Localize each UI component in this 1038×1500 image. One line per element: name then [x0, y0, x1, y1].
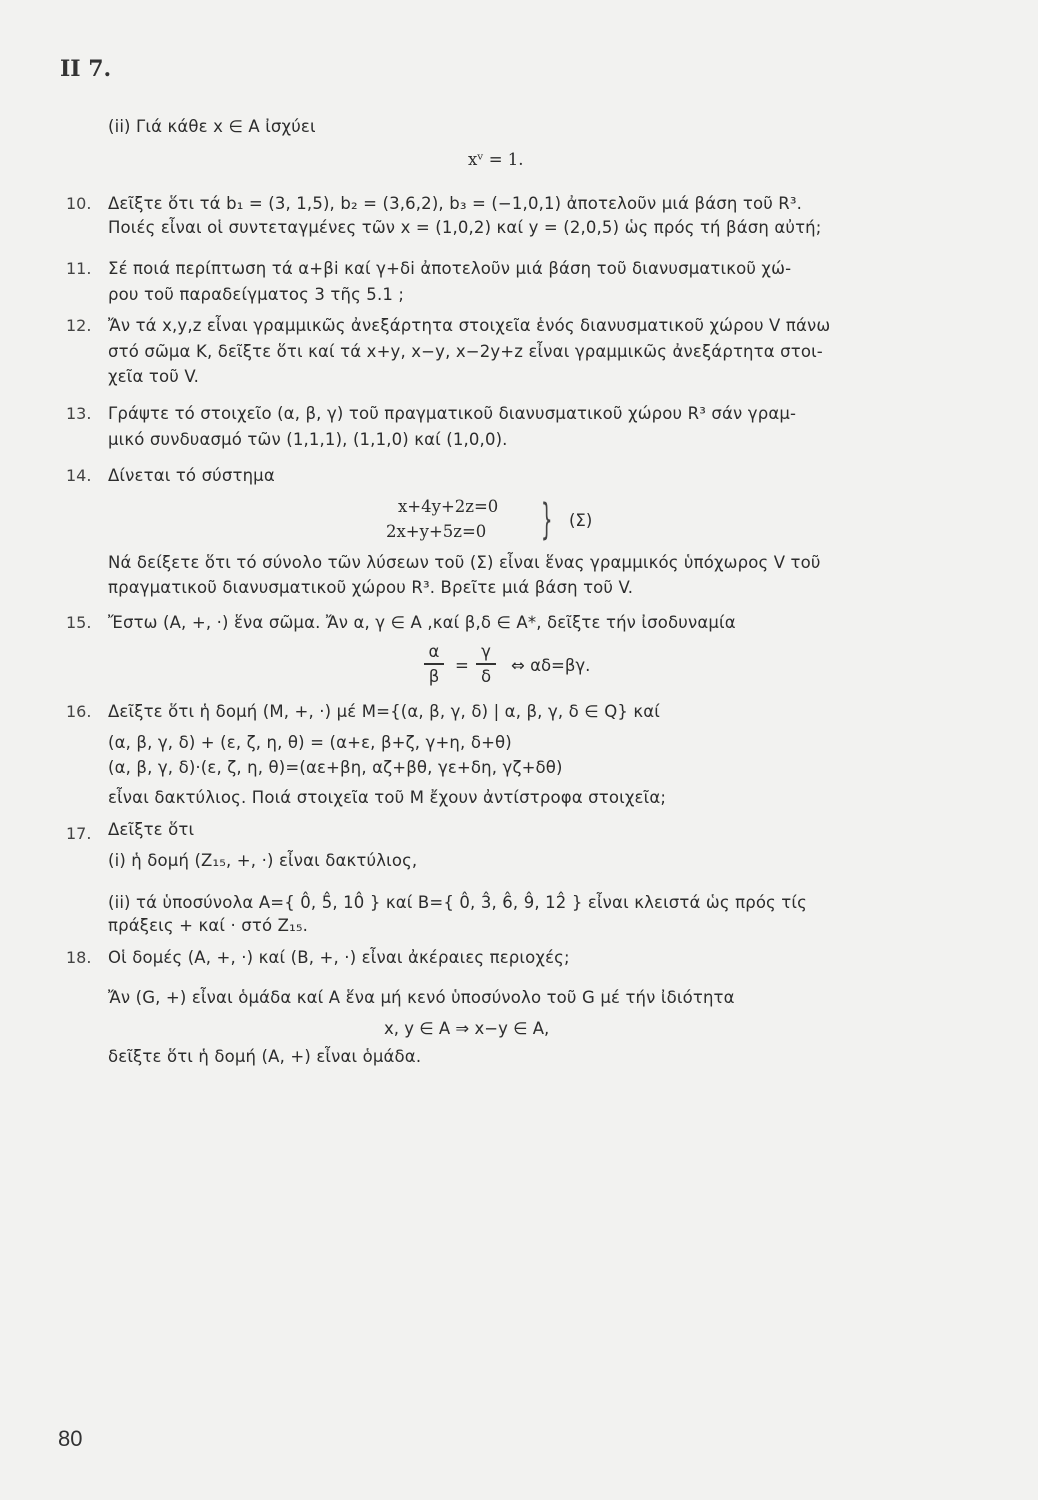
- problem-text: Οἱ δομές (A, +, ·) καί (B, +, ·) εἶναι ἀκέραιες περιοχές;: [108, 948, 570, 967]
- problem-number: 14.: [66, 466, 92, 485]
- problem-text: Δεῖξτε ὅτι: [108, 820, 195, 839]
- denominator: β: [428, 666, 440, 686]
- problem-text: ρου τοῦ παραδείγματος 3 τῆς 5.1 ;: [108, 285, 405, 304]
- fraction-alpha-beta: [424, 642, 444, 686]
- problem-number: 18.: [66, 948, 92, 967]
- implication: x, y ∈ A ⇒ x−y ∈ A,: [384, 1019, 550, 1038]
- denominator: δ: [480, 666, 492, 686]
- section-header: II 7.: [60, 56, 112, 82]
- problem-text: εἶναι δακτύλιος. Ποιά στοιχεῖα τοῦ M ἔχουν ἀντίστροφα στοιχεῖα;: [108, 788, 667, 807]
- problem-text: Δεῖξτε ὅτι τά b₁ = (3, 1,5), b₂ = (3,6,2), b₃ = (−1,0,1) ἀποτελοῦν μιά βάση τοῦ R³.: [108, 194, 803, 213]
- system-label: (Σ): [569, 511, 593, 530]
- problem-number: 12.: [66, 316, 92, 335]
- problem-text: (ii) τά ὑποσύνολα A={ 0̂, 5̂, 10̂ } καί B={ 0̂, 3̂, 6̂, 9̂, 12̂ } εἶναι κλειστά ὡς πρός τίς: [108, 893, 807, 912]
- problem-number: 11.: [66, 259, 92, 278]
- right-brace: }: [540, 495, 553, 545]
- problem-number: 10.: [66, 194, 92, 213]
- problem-text: χεῖα τοῦ V.: [108, 367, 200, 386]
- fraction-bar: [424, 663, 444, 665]
- problem-number: 16.: [66, 702, 92, 721]
- problem-text: Δίνεται τό σύστημα: [108, 466, 275, 485]
- problem-text: (i) ἡ δομή (Z₁₅, +, ·) εἶναι δακτύλιος,: [108, 851, 418, 870]
- numerator: α: [428, 642, 440, 661]
- problem-text: Ἄν (G, +) εἶναι ὁμάδα καί A ἕνα μή κενό ὑποσύνολο τοῦ G μέ τήν ἰδιότητα: [108, 988, 735, 1007]
- problem-text: δεῖξτε ὅτι ἡ δομή (A, +) εἶναι ὁμάδα.: [108, 1047, 422, 1066]
- fraction-gamma-delta: [476, 642, 496, 686]
- system-equation: x+4y+2z=0: [398, 497, 499, 516]
- intro-line: (ii) Γιά κάθε x ∈ A ἰσχύει: [108, 117, 316, 136]
- problem-text: Νά δείξετε ὅτι τό σύνολο τῶν λύσεων τοῦ (Σ) εἶναι ἕνας γραμμικός ὑπόχωρος V τοῦ: [108, 553, 821, 572]
- problem-text: Ἄν τά x,y,z εἶναι γραμμικῶς ἀνεξάρτητα στοιχεῖα ἑνός διανυσματικοῦ χώρου V πάνω: [108, 316, 831, 335]
- problem-text: μικό συνδυασμό τῶν (1,1,1), (1,1,0) καί (1,0,0).: [108, 430, 508, 449]
- problem-number: 13.: [66, 404, 92, 423]
- problem-text: Ἔστω (A, +, ·) ἕνα σῶμα. Ἄν α, γ ∈ A ,καί β,δ ∈ A*, δεῖξτε τήν ἰσοδυναμία: [108, 613, 736, 632]
- system-equation: 2x+y+5z=0: [386, 522, 487, 541]
- problem-text: (α, β, γ, δ)·(ε, ζ, η, θ)=(αε+βη, αζ+βθ, γε+δη, γζ+δθ): [108, 758, 563, 777]
- page-number: 80: [58, 1426, 83, 1451]
- problem-text: Ποιές εἶναι οἱ συντεταγμένες τῶν x = (1,0,2) καί y = (2,0,5) ὡς πρός τή βάση αὐτή;: [108, 218, 822, 237]
- intro-equation: xᵛ = 1.: [468, 150, 524, 169]
- problem-text: Σέ ποιά περίπτωση τά α+βi καί γ+δi ἀποτελοῦν μιά βάση τοῦ διανυσματικοῦ χώ-: [108, 259, 792, 278]
- equals-sign: =: [455, 656, 469, 675]
- problem-text: Γράψτε τό στοιχεῖο (α, β, γ) τοῦ πραγματικοῦ διανυσματικοῦ χώρου R³ σάν γραμ-: [108, 404, 797, 423]
- problem-text: (α, β, γ, δ) + (ε, ζ, η, θ) = (α+ε, β+ζ, γ+η, δ+θ): [108, 733, 512, 752]
- numerator: γ: [481, 642, 491, 661]
- problem-number: 15.: [66, 613, 92, 632]
- equivalence: ⇔ αδ=βγ.: [511, 656, 591, 675]
- problem-number: 17.: [66, 824, 92, 843]
- problem-text: πραγματικοῦ διανυσματικοῦ χώρου R³. Βρεῖτε μιά βάση τοῦ V.: [108, 578, 634, 597]
- fraction-bar: [476, 663, 496, 665]
- problem-text: Δεῖξτε ὅτι ἡ δομή (M, +, ·) μέ M={(α, β, γ, δ) | α, β, γ, δ ∈ Q} καί: [108, 702, 661, 721]
- problem-text: στό σῶμα K, δεῖξτε ὅτι καί τά x+y, x−y, x−2y+z εἶναι γραμμικῶς ἀνεξάρτητα στοι-: [108, 342, 823, 361]
- problem-text: πράξεις + καί · στό Z₁₅.: [108, 916, 309, 935]
